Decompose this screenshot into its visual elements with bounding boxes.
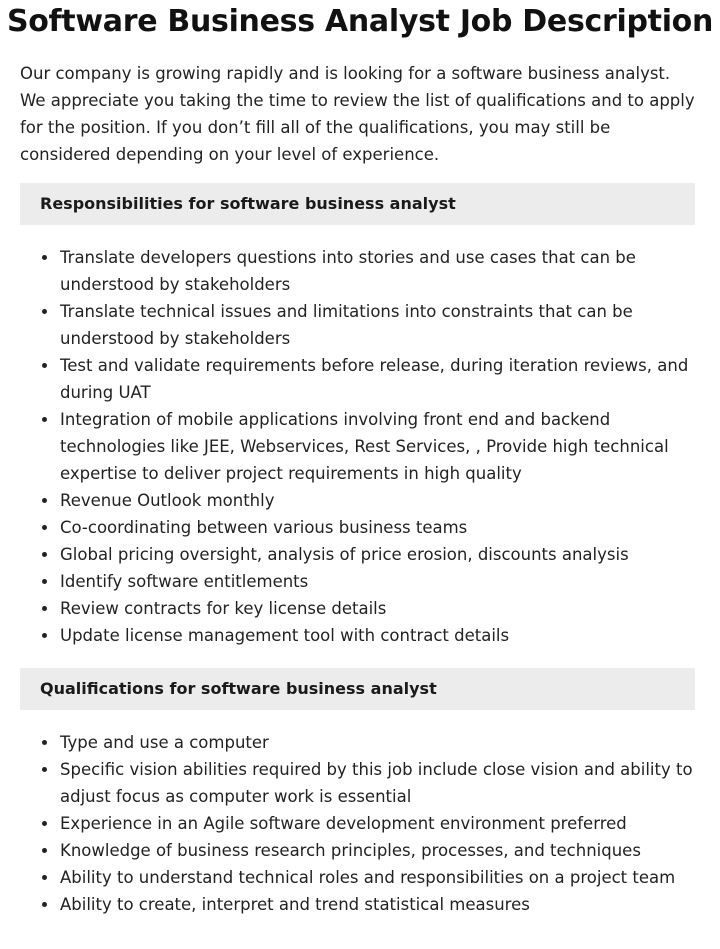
- list-item: Test and validate requirements before release, during iteration reviews, and during UAT: [60, 352, 700, 406]
- list-item: Experience in an Agile software development environment preferred: [60, 810, 700, 837]
- qualifications-heading: Qualifications for software business analyst: [20, 668, 695, 710]
- responsibilities-heading: Responsibilities for software business analyst: [20, 183, 695, 225]
- list-item: Global pricing oversight, analysis of price erosion, discounts analysis: [60, 541, 700, 568]
- list-item: Ability to create, interpret and trend statistical measures: [60, 891, 700, 918]
- list-item: Revenue Outlook monthly: [60, 487, 700, 514]
- responsibilities-list: [20, 244, 700, 649]
- list-item: Type and use a computer: [60, 729, 700, 756]
- list-item: Translate developers questions into stories and use cases that can be understood by stakeholders: [60, 244, 700, 298]
- list-item: Knowledge of business research principles, processes, and techniques: [60, 837, 700, 864]
- list-item: Specific vision abilities required by this job include close vision and ability to adjust focus as computer work is essential: [60, 756, 700, 810]
- list-item: Ability to understand technical roles and responsibilities on a project team: [60, 864, 700, 891]
- list-item: Identify software entitlements: [60, 568, 700, 595]
- list-item: Review contracts for key license details: [60, 595, 700, 622]
- list-item: Co-coordinating between various business teams: [60, 514, 700, 541]
- intro-paragraph: Our company is growing rapidly and is looking for a software business analyst. We appreciate you taking the time to review the list of qualifications and to apply for the position. If you don’t fill all of the qualifications, you may still be considered depending on your level of experience.: [20, 64, 695, 164]
- list-item: Translate technical issues and limitations into constraints that can be understood by stakeholders: [60, 298, 700, 352]
- page-title: Software Business Analyst Job Description: [6, 4, 714, 39]
- list-item: Integration of mobile applications involving front end and backend technologies like JEE, Webservices, Rest Services, , Provide high technical expertise to deliver project requirements in high quality: [60, 406, 700, 487]
- qualifications-list: [20, 729, 700, 918]
- list-item: Update license management tool with contract details: [60, 622, 700, 649]
